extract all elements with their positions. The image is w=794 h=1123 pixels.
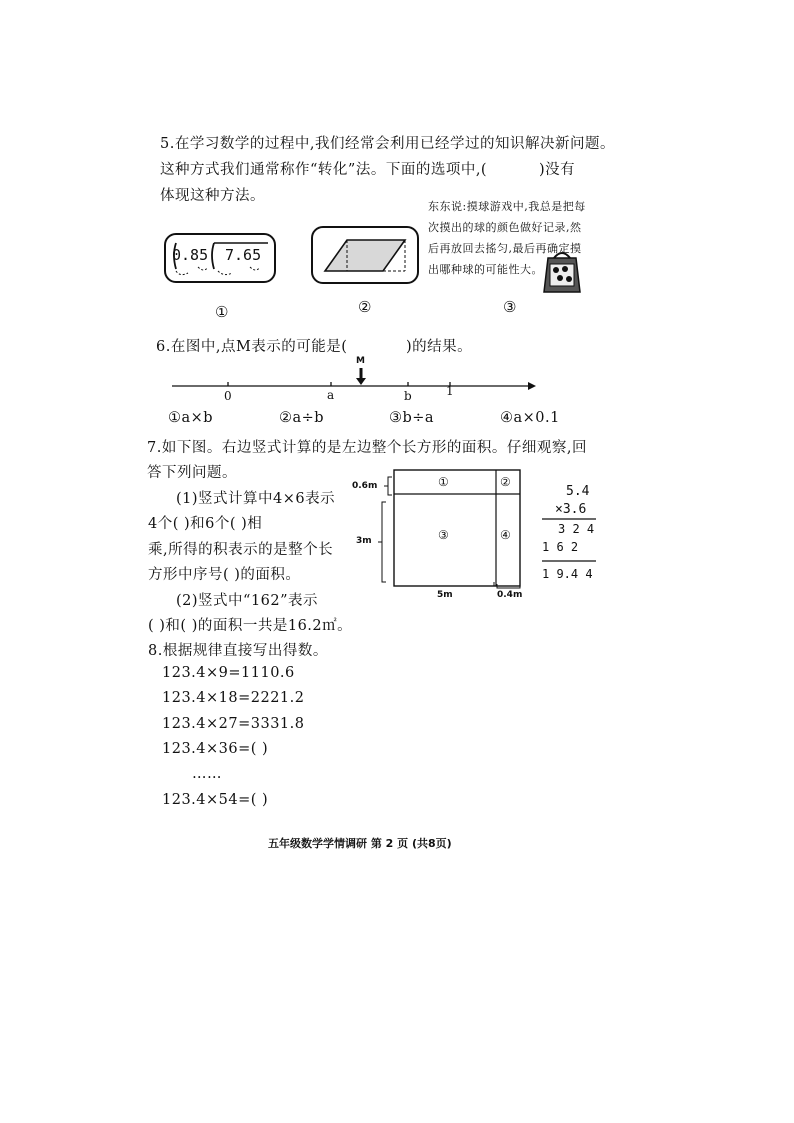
q8-line-1: 123.4×9=1110.6 xyxy=(162,665,295,681)
q7-region-2: ② xyxy=(500,475,511,489)
q8-line-4: 123.4×36=( ) xyxy=(162,741,269,757)
q5-line3: 体现这种方法。 xyxy=(160,188,265,204)
q7-calc-top: 5.4 xyxy=(566,484,590,499)
q5-option3-story: 东东说:摸球游戏中,我总是把每次摸出的球的颜色做好记录,然后再放回去搖匀,最后再确定摸出哪种球的可能性大。 xyxy=(428,200,586,276)
q8-line-3: 123.4×27=3331.8 xyxy=(162,716,305,732)
q6-option-3: ③b÷a xyxy=(389,410,435,426)
q5-option1-label: ① xyxy=(215,303,229,321)
q6-tick-1: 1 xyxy=(446,384,454,398)
q7-part1-line1: (1)竖式计算中4×6表示 xyxy=(176,491,336,507)
q5-option2-label: ② xyxy=(358,298,372,316)
q6-option-1: ①a×b xyxy=(168,410,214,426)
q8-line-ellipsis: …… xyxy=(192,766,222,782)
q5-option1-dividend: 7.65 xyxy=(225,246,262,264)
q6-option-2: ②a÷b xyxy=(279,410,325,426)
q7-dim-0.4m: 0.4m xyxy=(497,590,523,600)
q5-option3-ball-bag-icon xyxy=(540,248,584,298)
q7-dim-0.6m: 0.6m xyxy=(352,481,378,491)
q6-tick-0: 0 xyxy=(224,389,232,403)
q7-part1-line3: 乘,所得的积表示的是整个长 xyxy=(148,542,334,558)
q6-option-4: ④a×0.1 xyxy=(500,410,560,426)
q7-line1: 7.如下图。右边竖式计算的是左边整个长方形的面积。仔细观察,回 xyxy=(147,440,587,456)
q5-option2-parallelogram-icon xyxy=(311,226,419,284)
q7-part2-line1: (2)竖式中“162”表示 xyxy=(176,593,319,609)
q7-calc-row1: 3 2 4 xyxy=(558,522,595,536)
q7-part1-line4: 方形中序号( )的面积。 xyxy=(148,567,301,583)
q8-line-5: 123.4×54=( ) xyxy=(162,792,269,808)
q8-line-2: 123.4×18=2221.2 xyxy=(162,690,305,706)
q7-region-3: ③ xyxy=(438,528,449,542)
q5-option3-label: ③ xyxy=(503,298,517,316)
q7-region-4: ④ xyxy=(500,528,511,542)
q6-tick-b: b xyxy=(404,389,412,403)
q7-part2-line2: ( )和( )的面积一共是16.2㎡。 xyxy=(148,618,353,634)
q7-part1-line2: 4个( )和6个( )相 xyxy=(148,516,263,532)
q7-dim-5m: 5m xyxy=(437,590,453,600)
q6-tick-a: a xyxy=(327,388,335,402)
q5-line1: 5.在学习数学的过程中,我们经常会利用已经学过的知识解决新问题。 xyxy=(160,136,615,152)
q6-stem-b: )的结果。 xyxy=(406,339,473,355)
q6-stem-a: 6.在图中,点M表示的可能是( xyxy=(156,339,348,355)
q7-dim-3m: 3m xyxy=(356,536,372,546)
q5-line2-a: 这种方式我们通常称作“转化”法。下面的选项中,( xyxy=(160,162,488,178)
q7-calc-row2: 1 6 2 xyxy=(542,540,579,554)
q6-point-m-label: M xyxy=(356,356,365,366)
q7-calc-multiplier: ×3.6 xyxy=(555,502,587,517)
q5-option1-divisor: 0.85 xyxy=(172,246,209,264)
q7-region-1: ① xyxy=(438,475,449,489)
q8-stem: 8.根据规律直接写出得数。 xyxy=(148,643,328,659)
q5-line2-b: )没有 xyxy=(539,162,576,178)
q7-calc-result: 1 9.4 4 xyxy=(542,567,593,581)
q7-line2: 答下列问题。 xyxy=(147,465,237,481)
page-footer: 五年级数学学情调研 第 2 页 (共8页) xyxy=(268,837,452,850)
